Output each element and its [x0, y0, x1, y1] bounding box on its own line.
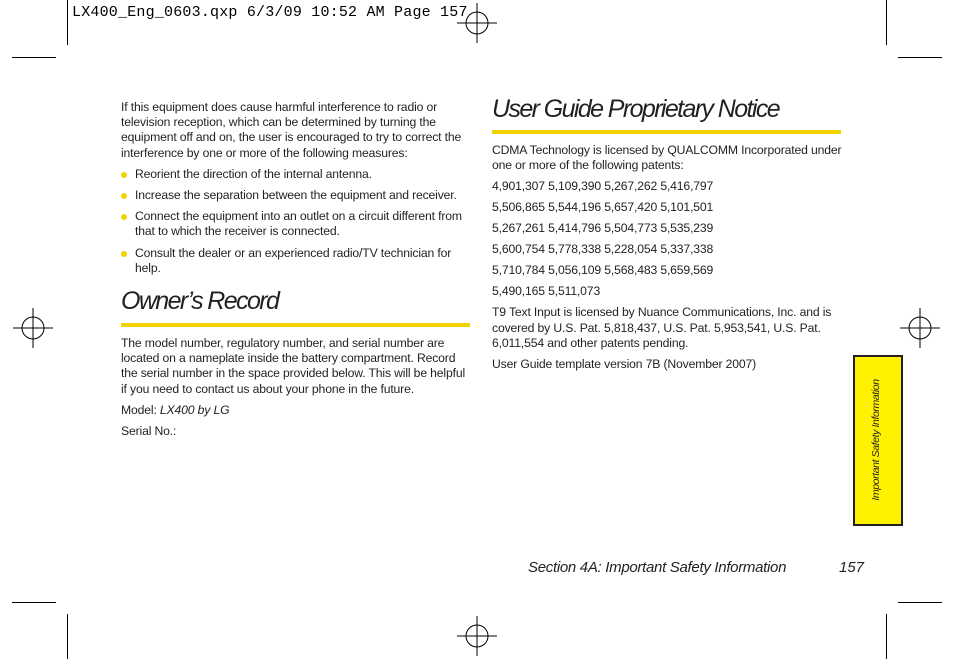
cdma-paragraph: CDMA Technology is licensed by QUALCOMM Incorporated under one or more of the following patents: — [492, 143, 842, 173]
template-version: User Guide template version 7B (November 2007) — [492, 357, 757, 372]
patent-line: 5,506,865 5,544,196 5,657,420 5,101,501 — [492, 200, 714, 215]
right-column — [492, 143, 847, 378]
page-number: 157 — [839, 559, 865, 576]
patent-line: 5,267,261 5,414,796 5,504,773 5,535,239 — [492, 221, 714, 236]
serial-line: Serial No.: — [121, 424, 177, 439]
bullet-icon — [121, 251, 127, 257]
footer-section-title: Section 4A: Important Safety Information — [528, 559, 787, 576]
registration-mark-right — [900, 308, 940, 348]
measures-list — [121, 167, 473, 276]
bullet-icon — [121, 172, 127, 178]
heading-rule — [492, 130, 841, 134]
registration-mark-left — [13, 308, 53, 348]
print-slug: LX400_Eng_0603.qxp 6/3/09 10:52 AM Page 157 — [72, 4, 468, 21]
patent-line: 5,600,754 5,778,338 5,228,054 5,337,338 — [492, 242, 714, 257]
left-column — [121, 100, 473, 282]
heading-rule — [121, 323, 470, 327]
side-tab-label: Important Safety Information — [870, 379, 882, 501]
bullet-icon — [121, 214, 127, 220]
list-item: Increase the separation between the equipment and receiver. — [121, 188, 473, 203]
registration-mark-bottom — [457, 616, 497, 656]
list-item: Reorient the direction of the internal antenna. — [121, 167, 473, 182]
patent-list — [492, 179, 847, 299]
bullet-icon — [121, 193, 127, 199]
patent-line: 5,710,784 5,056,109 5,568,483 5,659,569 — [492, 263, 714, 278]
patent-line: 4,901,307 5,109,390 5,267,262 5,416,797 — [492, 179, 714, 194]
t9-paragraph: T9 Text Input is licensed by Nuance Communications, Inc. and is covered by U.S. Pat. 5,818,437, U.S. Pat. 5,953,541, U.S. Pat. 6,011,554 and other patents pending. — [492, 305, 832, 350]
owners-record-heading: Owner’s Record — [121, 287, 279, 315]
list-item: Connect the equipment into an outlet on a circuit different from that to which the receiver is connected. — [121, 209, 473, 239]
proprietary-notice-heading: User Guide Proprietary Notice — [492, 95, 780, 123]
patent-line: 5,490,165 5,511,073 — [492, 284, 601, 299]
owners-record-section — [121, 336, 473, 445]
model-line: Model: LX400 by LG — [121, 402, 230, 417]
model-value: LX400 by LG — [159, 402, 230, 417]
list-item: Consult the dealer or an experienced radio/TV technician for help. — [121, 246, 473, 276]
owners-record-paragraph: The model number, regulatory number, and serial number are located on a nameplate inside the battery compartment. Record the serial number in the space provided below. This will be helpful if you need to contact us about your phone in the future. — [121, 336, 466, 396]
interference-paragraph: If this equipment does cause harmful interference to radio or television reception, which can be determined by turning the equipment off and on, the user is encouraged to try to correct the interference by one or more of the following measures: — [121, 100, 462, 160]
registration-mark-top — [457, 3, 497, 43]
